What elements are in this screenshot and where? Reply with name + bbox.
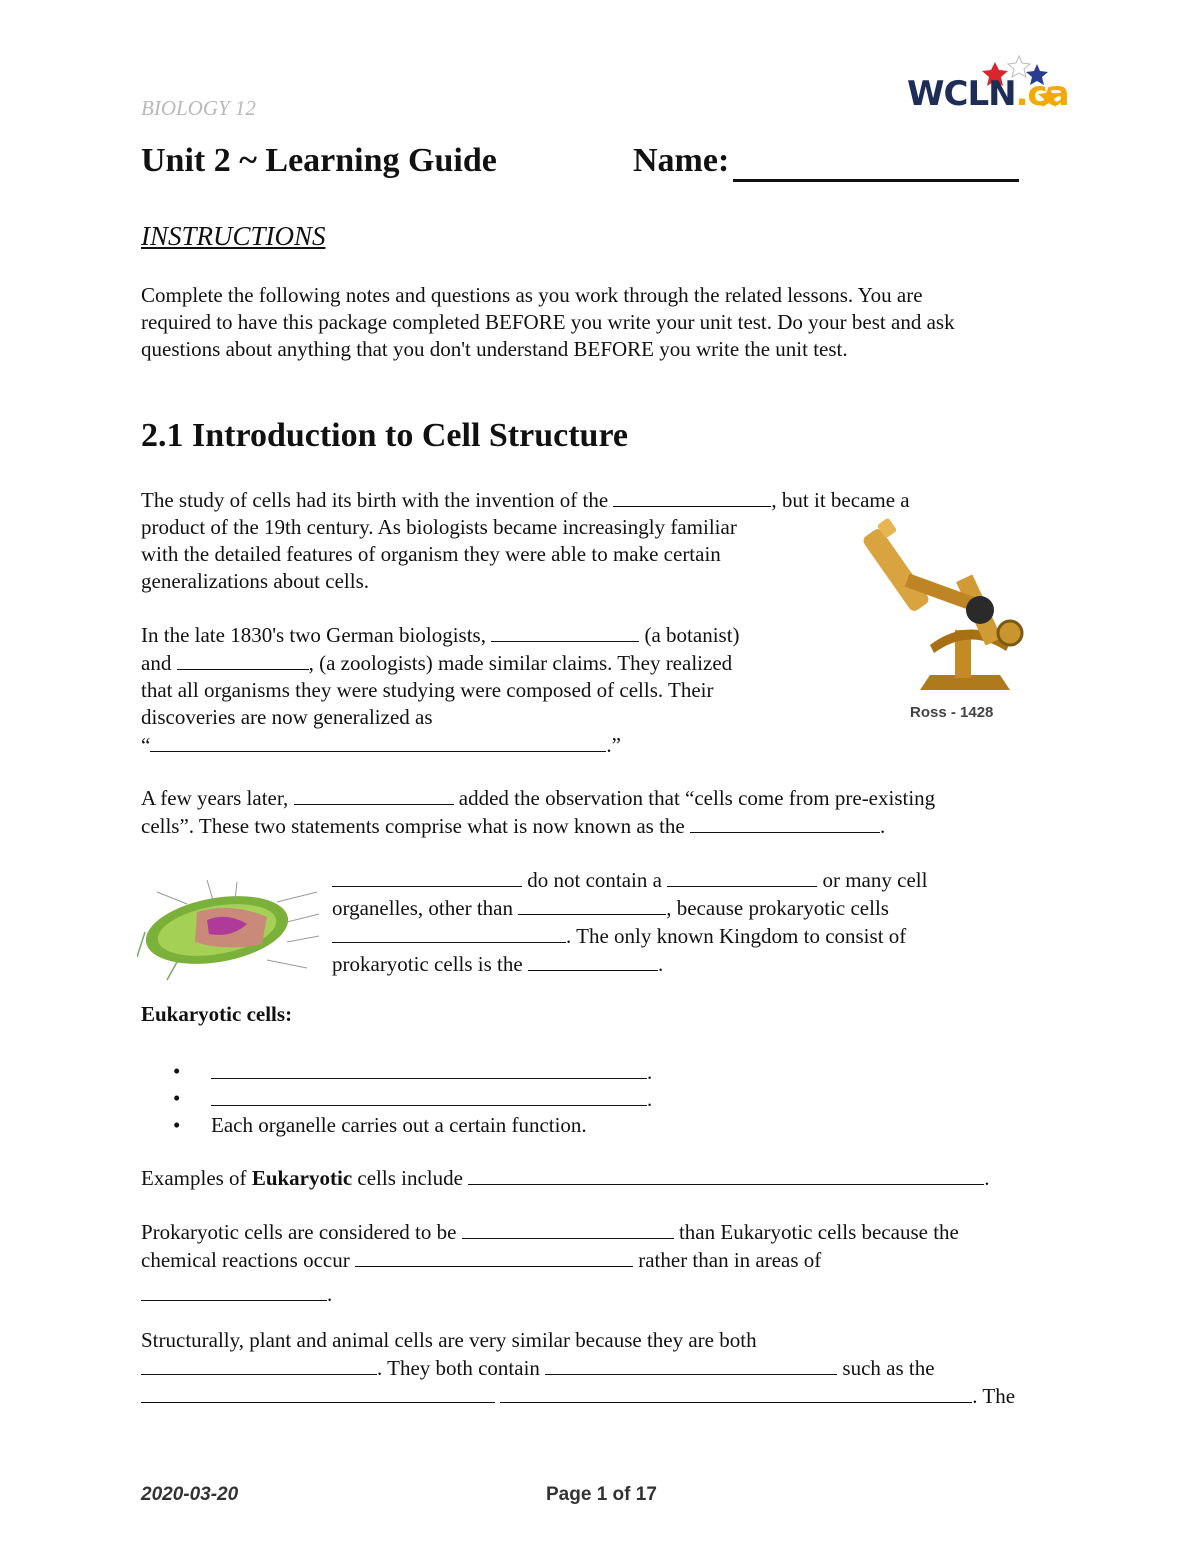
footer-date: 2020-03-20	[141, 1484, 239, 1505]
blank-organelles-contain[interactable]	[545, 1354, 837, 1375]
blank-zoologist[interactable]	[177, 649, 309, 670]
blank-simpler[interactable]	[462, 1218, 674, 1239]
blank-bullet-1[interactable]	[211, 1058, 647, 1079]
paragraph-cell-theory: In the late 1830's two German biologists, (a botanist) and , (a zoologists) made similar claims. They realized that all organisms they were studying were composed of cells. Their discoveries are now generalized as “ .”	[141, 623, 740, 757]
logo-text: WCLN.ca	[907, 74, 1069, 114]
blank-scientist[interactable]	[294, 784, 454, 805]
paragraph-examples: Examples of Eukaryotic cells include .	[141, 1166, 990, 1190]
eukaryotic-heading: Eukaryotic cells:	[141, 1002, 293, 1026]
instructions-heading: INSTRUCTIONS	[141, 221, 326, 251]
paragraph-prokaryotes: do not contain a or many cell organelles, other than , because prokaryotic cells . The only known Kingdom to consist of prokaryotic cells is the .	[332, 868, 928, 976]
paragraph-plant-animal: Structurally, plant and animal cells are very similar because they are both . They both contain such as the . The	[141, 1328, 1016, 1408]
blank-eukaryotic[interactable]	[141, 1354, 377, 1375]
list-item: • Each organelle carries out a certain function.	[141, 1112, 652, 1139]
blank-nucleus[interactable]	[667, 866, 817, 887]
blank-organelles[interactable]	[141, 1280, 327, 1301]
blank-botanist[interactable]	[491, 621, 639, 642]
section-heading: 2.1 Introduction to Cell Structure	[141, 417, 629, 454]
blank-cytoplasm[interactable]	[355, 1246, 633, 1267]
blank-microscope[interactable]	[613, 486, 771, 507]
page-title: Unit 2 ~ Learning Guide	[141, 142, 497, 179]
name-label: Name:	[633, 142, 730, 179]
instructions-text: Complete the following notes and questions as you work through the related lessons. You are required to have this package completed BEFORE you write your unit test. Do your best and ask questions about anything that you don't understand BEFORE you write the unit test.	[141, 283, 955, 361]
blank-cell-theory[interactable]	[150, 731, 606, 752]
blank-examples[interactable]	[468, 1164, 984, 1185]
blank-organelle-examples-1[interactable]	[141, 1382, 495, 1403]
blank-kingdom[interactable]	[528, 950, 658, 971]
paragraph-comparison: Prokaryotic cells are considered to be than Eukaryotic cells because the chemical reactions occur rather than in areas of .	[141, 1220, 959, 1306]
blank-organelle-examples-2[interactable]	[500, 1382, 972, 1403]
blank-ribosomes[interactable]	[518, 894, 666, 915]
blank-theory-name[interactable]	[690, 812, 880, 833]
blank-bullet-2[interactable]	[211, 1085, 647, 1106]
name-blank[interactable]	[733, 179, 1019, 182]
microscope-caption: Ross - 1428	[910, 704, 994, 721]
microscope-image	[860, 515, 1040, 705]
paragraph-cell-study: The study of cells had its birth with the invention of the , but it became a product of the 19th century. As biologists became increasingly familiar with the detailed features of organism they were able to make certain generalizations about cells.	[141, 488, 910, 593]
page-number: Page 1 of 17	[546, 1484, 657, 1505]
eukaryotic-bullets	[141, 1058, 652, 1139]
list-item: • .	[141, 1085, 652, 1112]
paragraph-virchow: A few years later, added the observation that “cells come from pre-existing cells”. These two statements comprise what is now known as the .	[141, 786, 936, 838]
blank-prokaryote-reason[interactable]	[332, 922, 566, 943]
course-label: BIOLOGY 12	[141, 96, 256, 120]
prokaryote-diagram	[137, 872, 322, 984]
wcln-logo	[905, 52, 1069, 122]
list-item: • .	[141, 1058, 652, 1085]
blank-prokaryotic[interactable]	[332, 866, 522, 887]
